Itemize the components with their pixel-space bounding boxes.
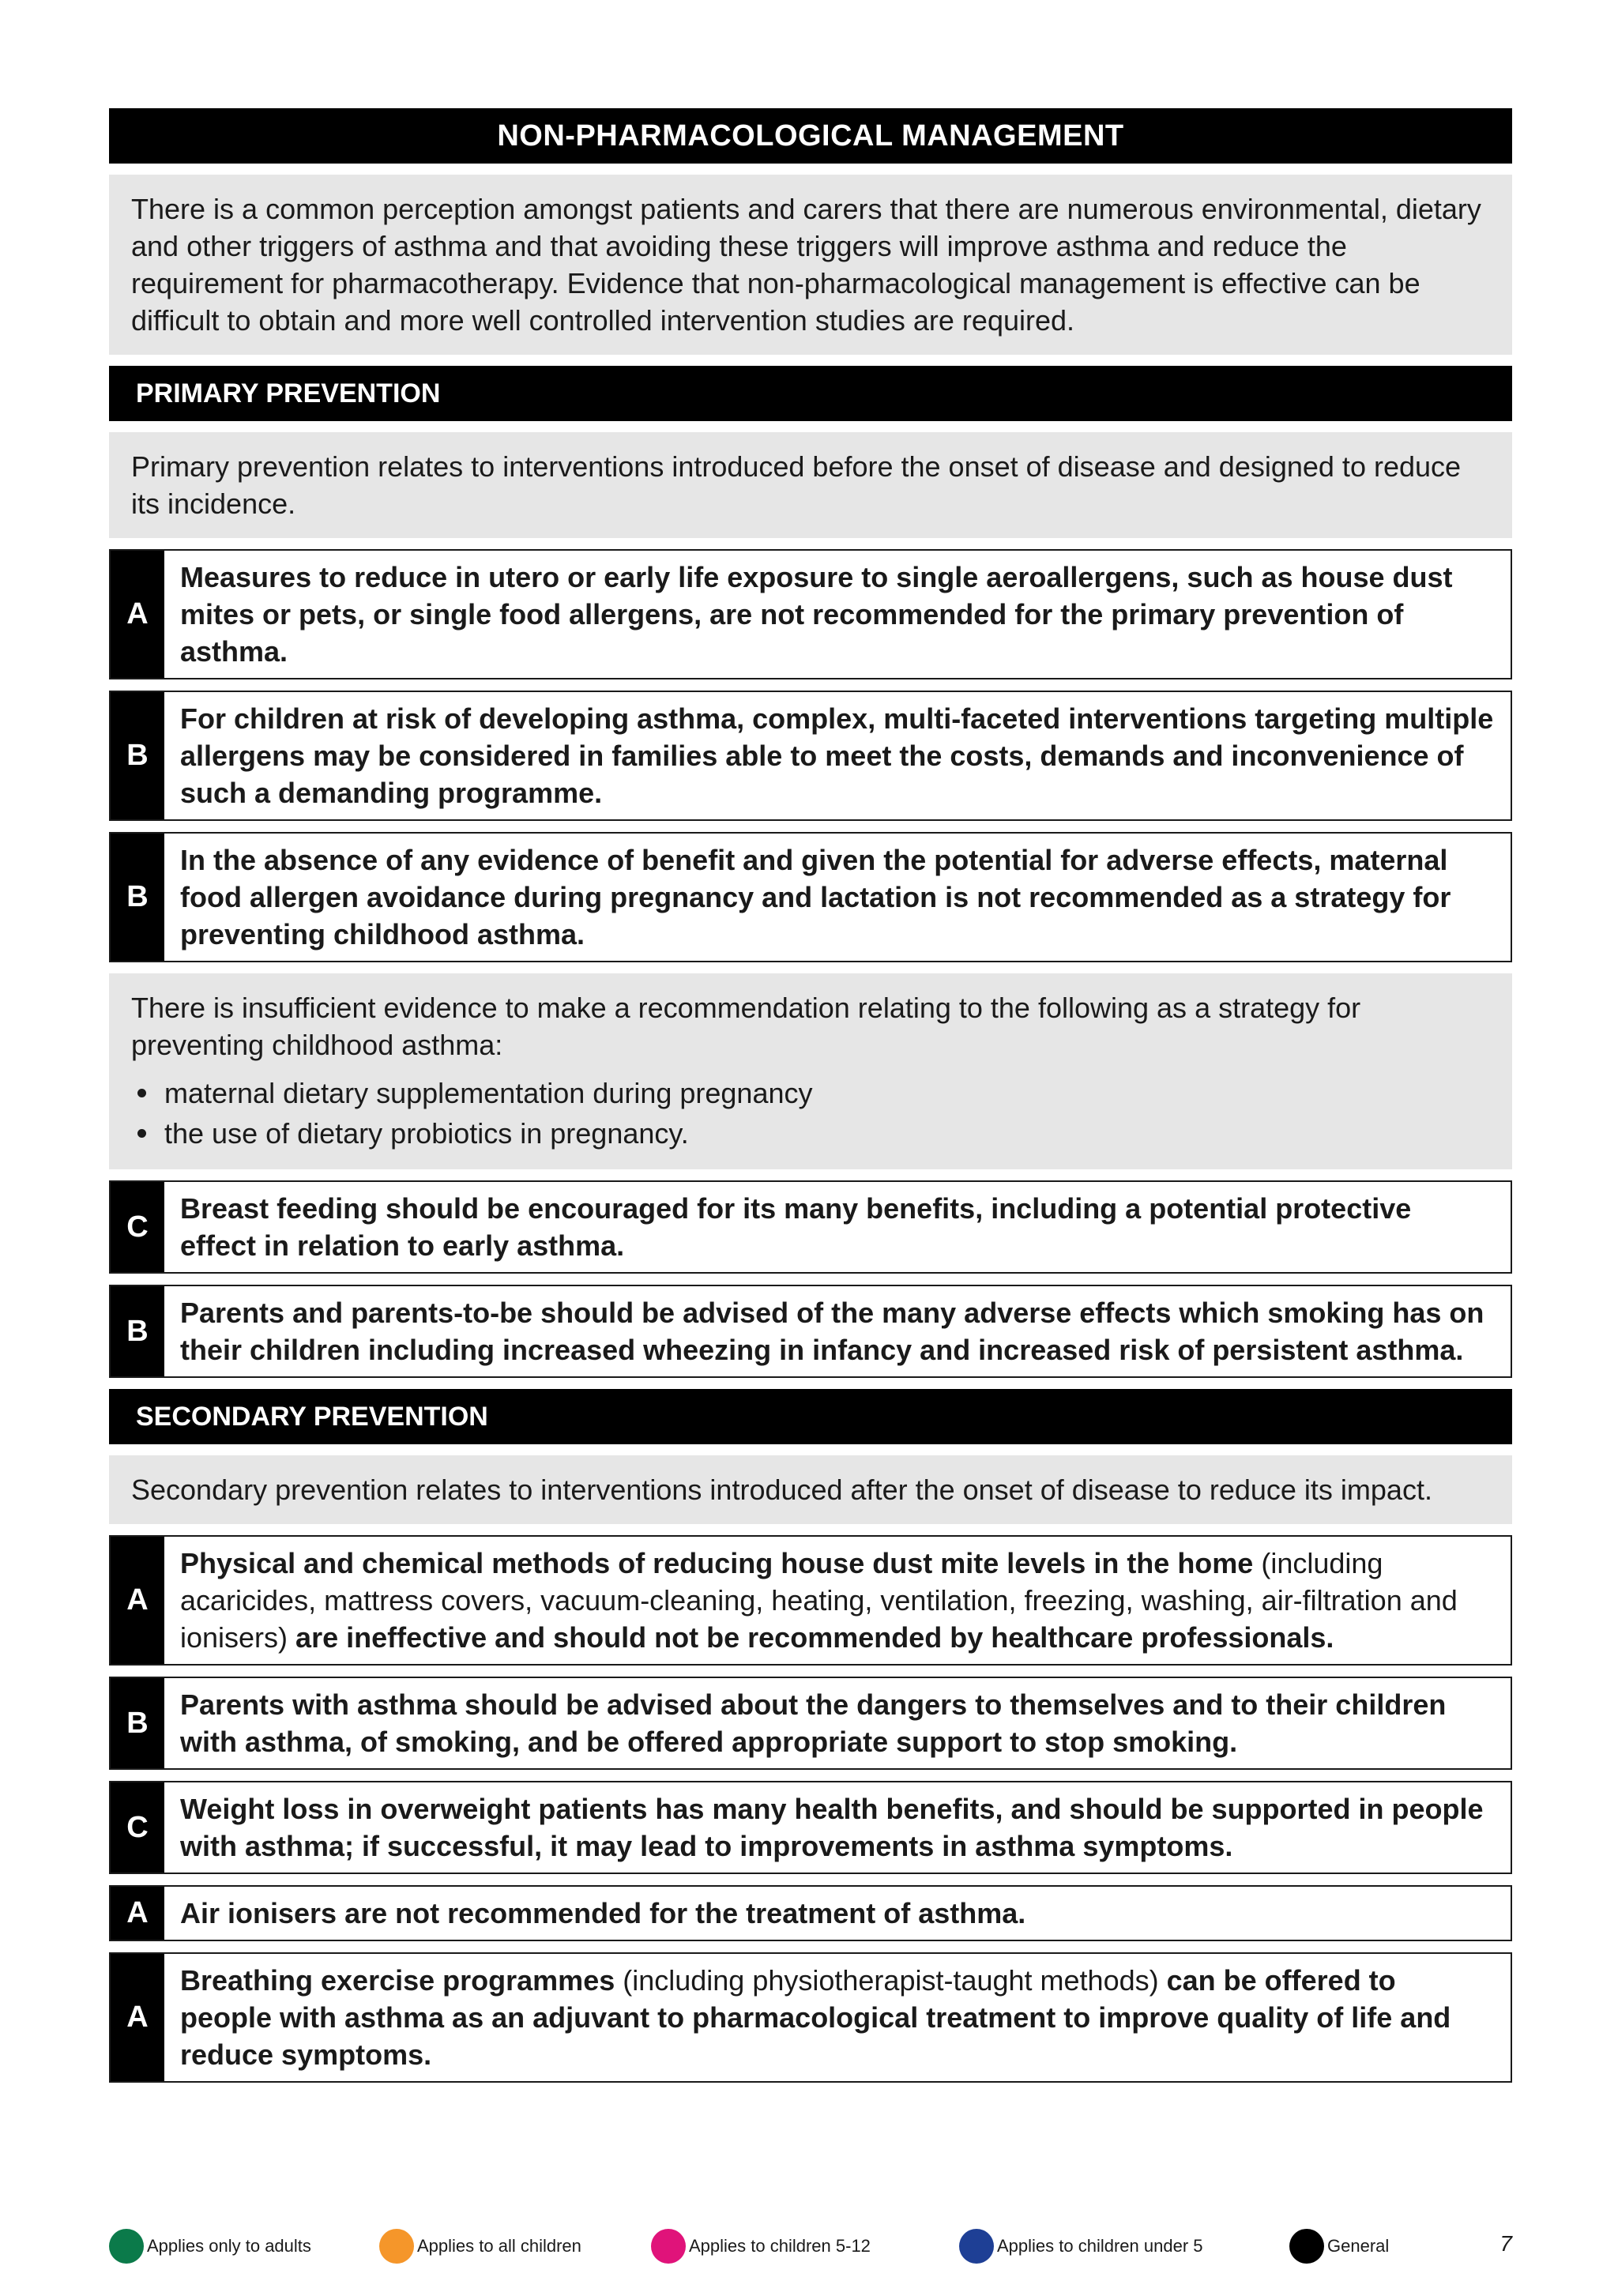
page-content [109, 108, 1512, 2094]
recommendation-text: Parents with asthma should be advised about the dangers to themselves and to their children with asthma, of smoking, and be offered appropriate support to stop smoking. [180, 1688, 1447, 1758]
grade-label: C [111, 1782, 164, 1873]
recommendation-box [109, 1952, 1512, 2083]
primary-intro-box [109, 432, 1512, 538]
list-item: maternal dietary supplementation during pregnancy [131, 1073, 1490, 1113]
magenta-dot-icon [651, 2229, 686, 2264]
secondary-intro-box [109, 1455, 1512, 1524]
recommendation-box [109, 1885, 1512, 1941]
green-dot-icon [109, 2229, 144, 2264]
legend-item-children-5-12: Applies to children 5-12 [651, 2226, 871, 2266]
recommendation-box [109, 691, 1512, 821]
recommendation-text: Breast feeding should be encouraged for its many benefits, including a potential protective effect in relation to early asthma. [180, 1192, 1412, 1262]
recommendation-text: Breathing exercise programmes (including physiotherapist-taught methods) can be offered to people with asthma as an adjuvant to pharmacological treatment to improve quality of life and reduce symptoms. [180, 1964, 1451, 2071]
footer-legend [109, 2226, 1512, 2266]
grade-label: A [111, 1954, 164, 2081]
grade-label: C [111, 1182, 164, 1272]
recommendation-box [109, 1180, 1512, 1274]
grade-label: B [111, 1678, 164, 1768]
grade-label: B [111, 692, 164, 819]
legend-item-adults: Applies only to adults [109, 2226, 311, 2266]
grade-label: B [111, 834, 164, 961]
primary-intro-text: Primary prevention relates to interventions introduced before the onset of disease and designed to reduce its incidence. [131, 450, 1462, 520]
page-number: 7 [1499, 2231, 1512, 2256]
recommendation-box [109, 832, 1512, 962]
legend-item-children-under-5: Applies to children under 5 [959, 2226, 1203, 2266]
recommendation-text: For children at risk of developing asthma, complex, multi-faceted interventions targeting multiple allergens may be considered in families able to meet the costs, demands and inconvenience of such a demanding programme. [180, 702, 1494, 809]
grade-label: A [111, 1887, 164, 1940]
grade-label: A [111, 1537, 164, 1664]
recommendation-text: Physical and chemical methods of reducing house dust mite levels in the home (including acaricides, mattress covers, vacuum-cleaning, heating, ventilation, freezing, washing, air-filtration and ionisers) are ineffective and should not be recommended by healthcare professionals. [180, 1547, 1458, 1654]
recommendation-box [109, 1535, 1512, 1666]
insufficient-evidence-box [109, 973, 1512, 1169]
page-title-text: NON-PHARMACOLOGICAL MANAGEMENT [497, 119, 1124, 152]
page-title [109, 108, 1512, 164]
grade-label: B [111, 1286, 164, 1376]
legend-item-general: General [1289, 2226, 1389, 2266]
recommendation-text: Weight loss in overweight patients has many health benefits, and should be supported in people with asthma; if successful, it may lead to improvements in asthma symptoms. [180, 1793, 1484, 1862]
blue-dot-icon [959, 2229, 994, 2264]
recommendation-box [109, 1677, 1512, 1770]
recommendation-box [109, 1285, 1512, 1378]
secondary-intro-text: Secondary prevention relates to interventions introduced after the onset of disease to reduce its impact. [131, 1474, 1432, 1506]
grade-label: A [111, 551, 164, 678]
intro-box [109, 175, 1512, 355]
intro-text: There is a common perception amongst patients and carers that there are numerous environmental, dietary and other triggers of asthma and that avoiding these triggers will improve asthma and reduce the requirement for pharmacotherapy. Evidence that non-pharmacological management is effective can be difficult to obtain and more well controlled intervention studies are required. [131, 193, 1481, 337]
list-item: the use of dietary probiotics in pregnancy. [131, 1113, 1490, 1154]
recommendation-box [109, 549, 1512, 679]
insufficient-evidence-text: There is insufficient evidence to make a recommendation relating to the following as a strategy for preventing childhood asthma: [131, 992, 1361, 1061]
recommendation-box [109, 1781, 1512, 1874]
orange-dot-icon [379, 2229, 414, 2264]
black-dot-icon [1289, 2229, 1324, 2264]
insufficient-evidence-list [131, 1073, 1490, 1154]
recommendation-text: Measures to reduce in utero or early life exposure to single aeroallergens, such as house dust mites or pets, or single food allergens, are not recommended for the primary prevention of asthma. [180, 561, 1453, 668]
recommendation-text: In the absence of any evidence of benefit and given the potential for adverse effects, maternal food allergen avoidance during pregnancy and lactation is not recommended as a strategy for preventing childhood asthma. [180, 844, 1451, 950]
legend-item-all-children: Applies to all children [379, 2226, 581, 2266]
primary-prevention-heading: PRIMARY PREVENTION [109, 366, 1512, 421]
recommendation-text: Air ionisers are not recommended for the treatment of asthma. [180, 1897, 1026, 1929]
recommendation-text: Parents and parents-to-be should be advised of the many adverse effects which smoking has on their children including increased wheezing in infancy and increased risk of persistent asthma. [180, 1297, 1484, 1366]
secondary-prevention-heading: SECONDARY PREVENTION [109, 1389, 1512, 1444]
